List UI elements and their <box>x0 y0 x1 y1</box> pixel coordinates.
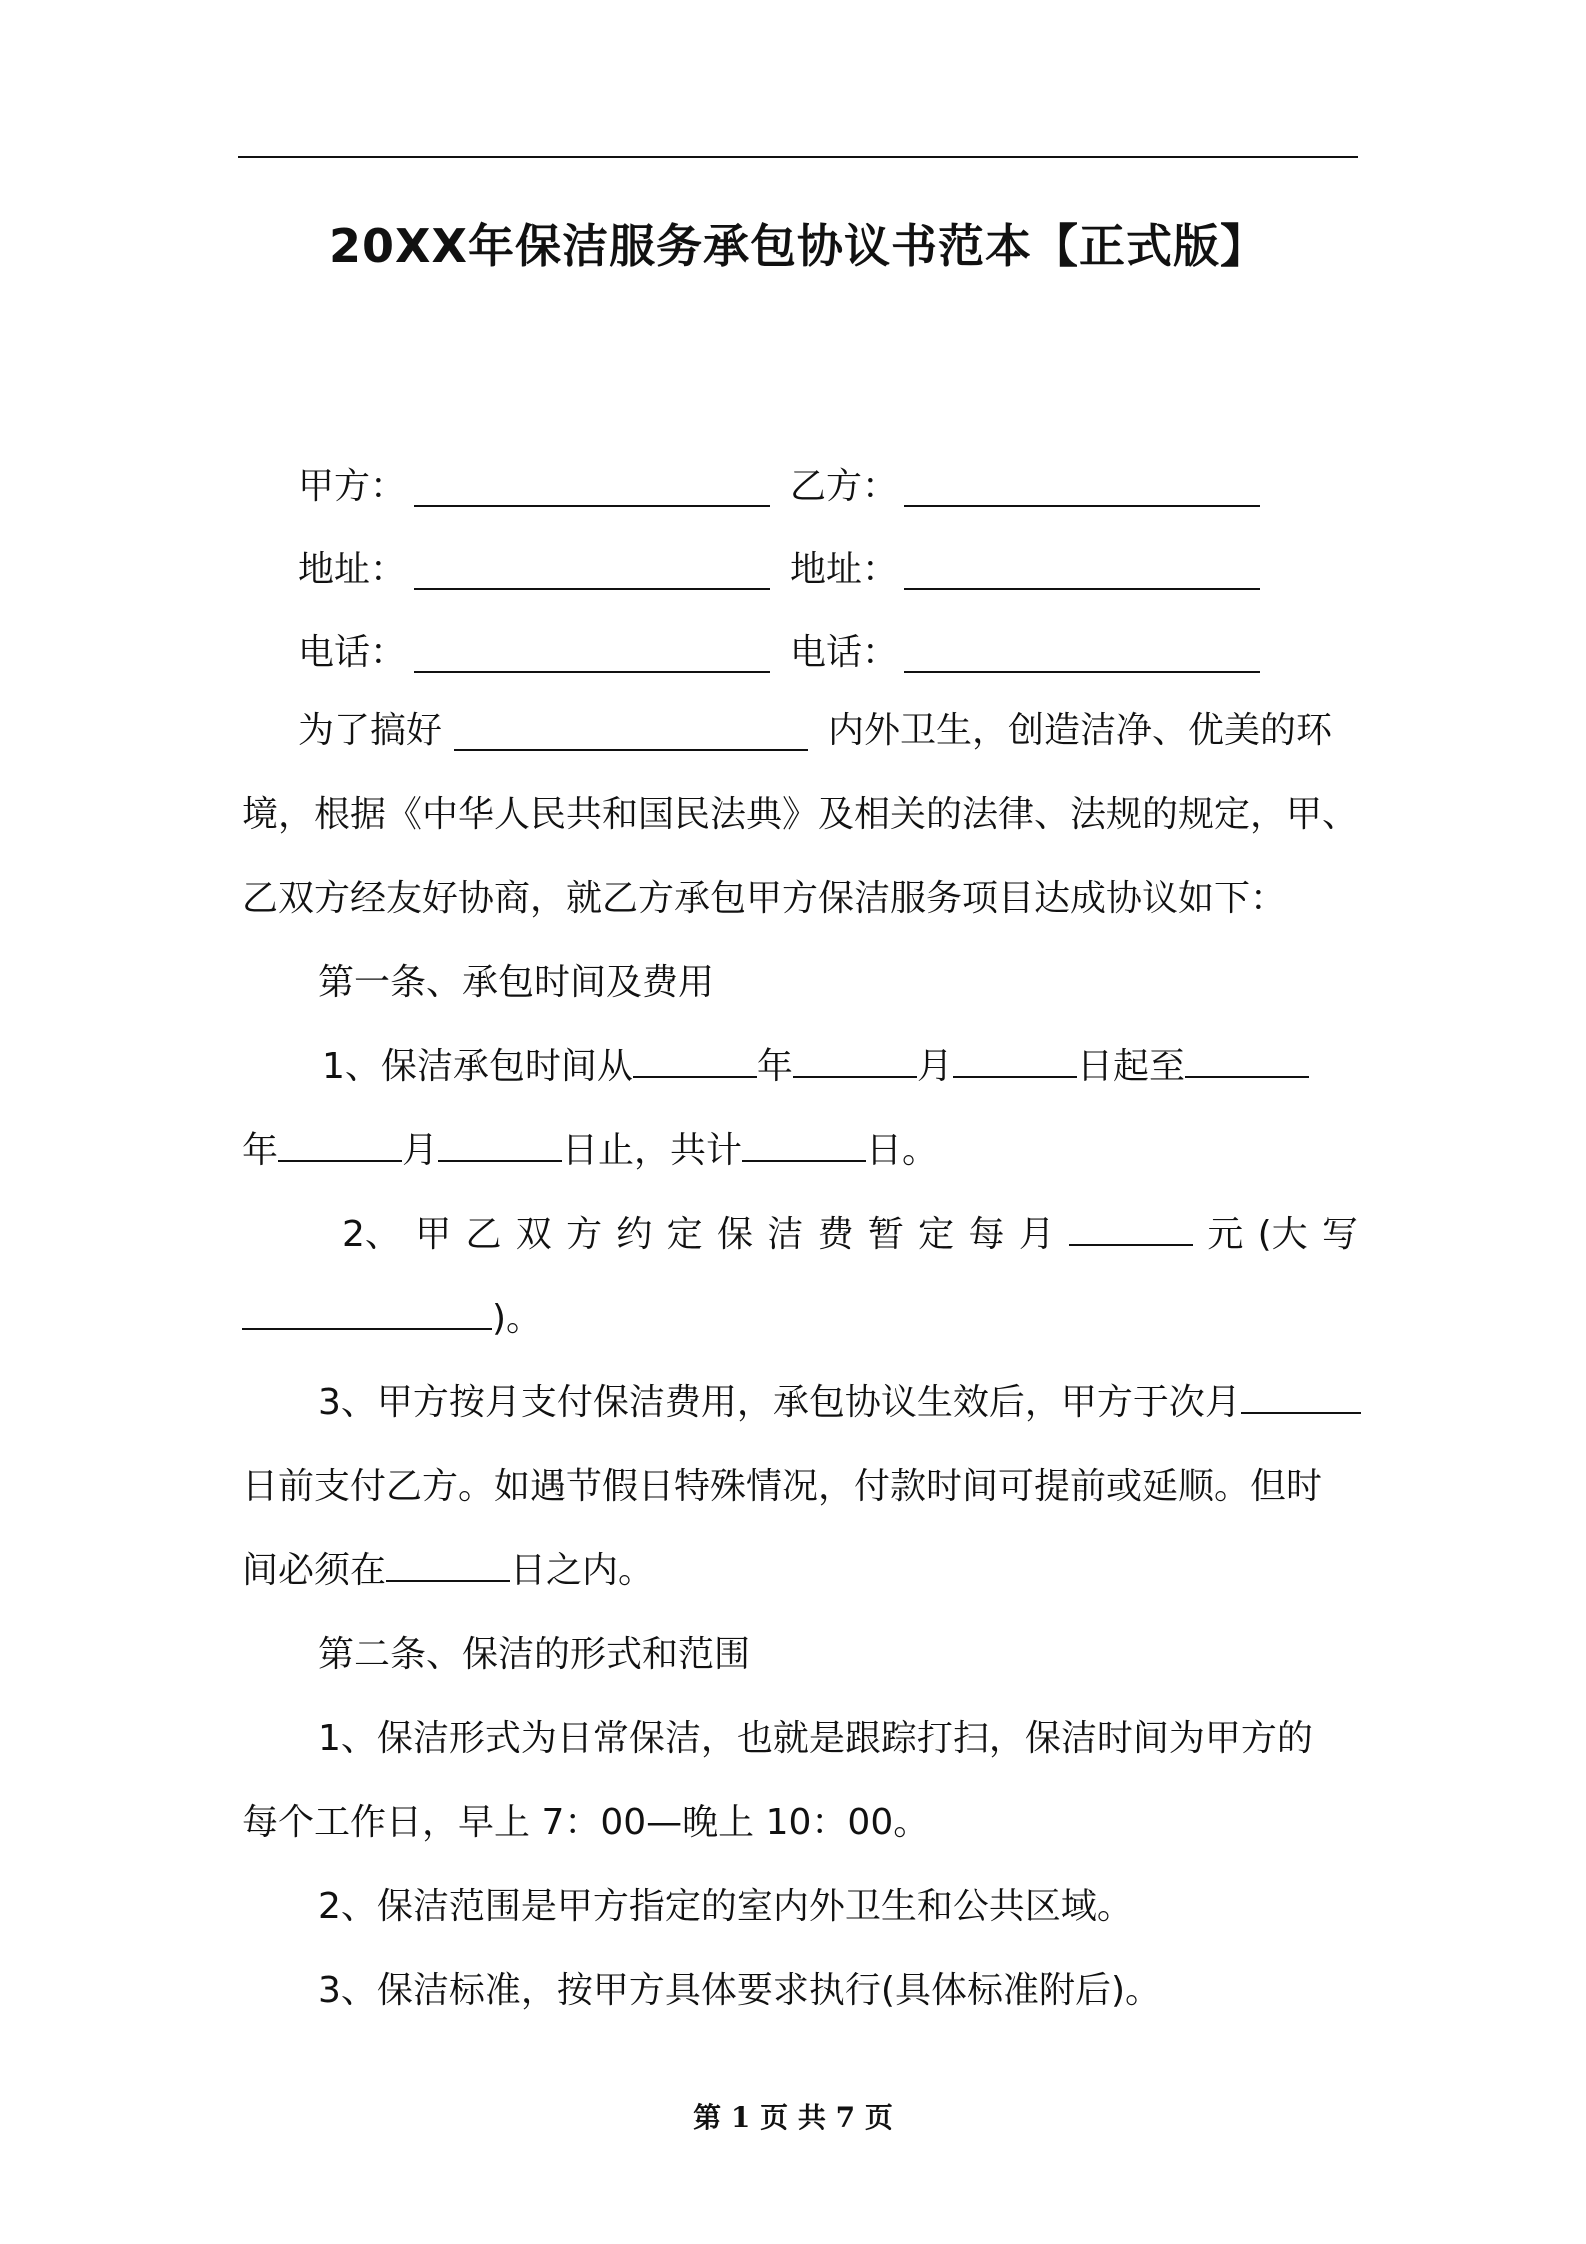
article-1-item-2-line-2 <box>242 1294 542 1344</box>
article-1-item-3-line-1 <box>318 1378 1361 1428</box>
header-rule <box>238 156 1358 158</box>
party-b-label: 乙方： <box>790 466 899 507</box>
article-1-item-3-line-3 <box>242 1546 654 1596</box>
phone-b-label: 电话： <box>790 632 899 673</box>
item-2-char: 写 <box>1321 1214 1358 1255</box>
item-2-char: 方 <box>566 1214 603 1255</box>
payment-day-blank <box>1241 1378 1361 1414</box>
item-2-char: 洁 <box>767 1214 804 1255</box>
address-a-label: 地址： <box>298 549 407 590</box>
item-2-char: 元 <box>1207 1214 1244 1255</box>
item-2-char: 月 <box>1018 1214 1055 1255</box>
end-day-label: 日止，共计 <box>562 1130 743 1171</box>
article-2-item-3: 3、保洁标准，按甲方具体要求执行(具体标准附后)。 <box>318 1970 1161 2011</box>
intro-line-3: 乙双方经友好协商，就乙方承包甲方保洁服务项目达成协议如下： <box>242 878 1287 919</box>
fee-capital-blank <box>242 1294 492 1330</box>
phone-b-blank <box>904 671 1260 673</box>
party-a-blank <box>414 505 770 507</box>
page-number: 第 1 页 共 7 页 <box>693 2101 893 2134</box>
until-label: 日起至 <box>1076 1046 1185 1087</box>
item-2-char: 每 <box>968 1214 1005 1255</box>
start-day-blank <box>953 1042 1077 1078</box>
item-2-char: 约 <box>616 1214 653 1255</box>
phone-a-label: 电话： <box>298 632 407 673</box>
item-2-char: 保 <box>716 1214 753 1255</box>
address-b-label: 地址： <box>790 549 899 590</box>
item-2-char: 甲 <box>415 1214 452 1255</box>
article-2-item-2: 2、保洁范围是甲方指定的室内外卫生和公共区域。 <box>318 1886 1133 1927</box>
article-2-item-1-line-2: 每个工作日，早上 7：00—晚上 10：00。 <box>242 1802 930 1843</box>
end-month-label: 月 <box>402 1130 439 1171</box>
total-days-blank <box>742 1126 866 1162</box>
item-2-char: 定 <box>918 1214 955 1255</box>
article-1-heading: 第一条、承包时间及费用 <box>318 962 715 1003</box>
item-2-char: (大 <box>1257 1214 1308 1255</box>
item-2-char: 乙 <box>465 1214 502 1255</box>
item-2-char: 双 <box>515 1214 552 1255</box>
intro-line-2: 境，根据《中华人民共和国民法典》及相关的法律、法规的规定，甲、 <box>242 794 1359 835</box>
item-2-close: )。 <box>492 1298 543 1339</box>
party-a-label: 甲方： <box>298 466 407 507</box>
address-b-blank <box>904 588 1260 590</box>
phone-a-blank <box>414 671 770 673</box>
item-1-from-label: 1、保洁承包时间从 <box>322 1046 633 1087</box>
start-month-blank <box>793 1042 917 1078</box>
intro-line-1-start: 为了搞好 <box>298 710 443 751</box>
month-label: 月 <box>916 1046 953 1087</box>
article-2-item-1-line-1: 1、保洁形式为日常保洁，也就是跟踪打扫，保洁时间为甲方的 <box>318 1718 1313 1759</box>
item-2-char: 定 <box>666 1214 703 1255</box>
end-year-label: 年 <box>242 1130 279 1171</box>
item-2-char: 暂 <box>867 1214 904 1255</box>
article-1-item-3-line-2: 日前支付乙方。如遇节假日特殊情况，付款时间可提前或延顺。但时 <box>242 1466 1323 1507</box>
days-label: 日。 <box>866 1130 939 1171</box>
monthly-fee-blank <box>1069 1210 1193 1246</box>
item-3-text: 3、甲方按月支付保洁费用，承包协议生效后，甲方于次月 <box>318 1382 1241 1423</box>
document-title: 20XX年保洁服务承包协议书范本【正式版】 <box>329 219 1267 273</box>
intro-blank <box>454 749 808 751</box>
item-2-char: 费 <box>817 1214 854 1255</box>
address-a-blank <box>414 588 770 590</box>
deadline-days-blank <box>386 1546 510 1582</box>
item-3-within-label: 间必须在 <box>242 1550 387 1591</box>
item-2-char: 2、 <box>342 1214 401 1255</box>
end-month-blank <box>278 1126 402 1162</box>
article-1-item-1-line-2 <box>242 1126 938 1176</box>
start-year-blank <box>633 1042 757 1078</box>
article-1-item-2-line-1 <box>342 1210 1358 1260</box>
article-2-heading: 第二条、保洁的形式和范围 <box>318 1634 751 1675</box>
item-3-days-label: 日之内。 <box>510 1550 655 1591</box>
end-year-blank <box>1185 1042 1309 1078</box>
year-label: 年 <box>756 1046 793 1087</box>
article-1-item-1-line-1 <box>322 1042 1309 1092</box>
intro-line-1-end: 内外卫生，创造洁净、优美的环 <box>828 710 1333 751</box>
party-b-blank <box>904 505 1260 507</box>
end-day-blank <box>438 1126 562 1162</box>
